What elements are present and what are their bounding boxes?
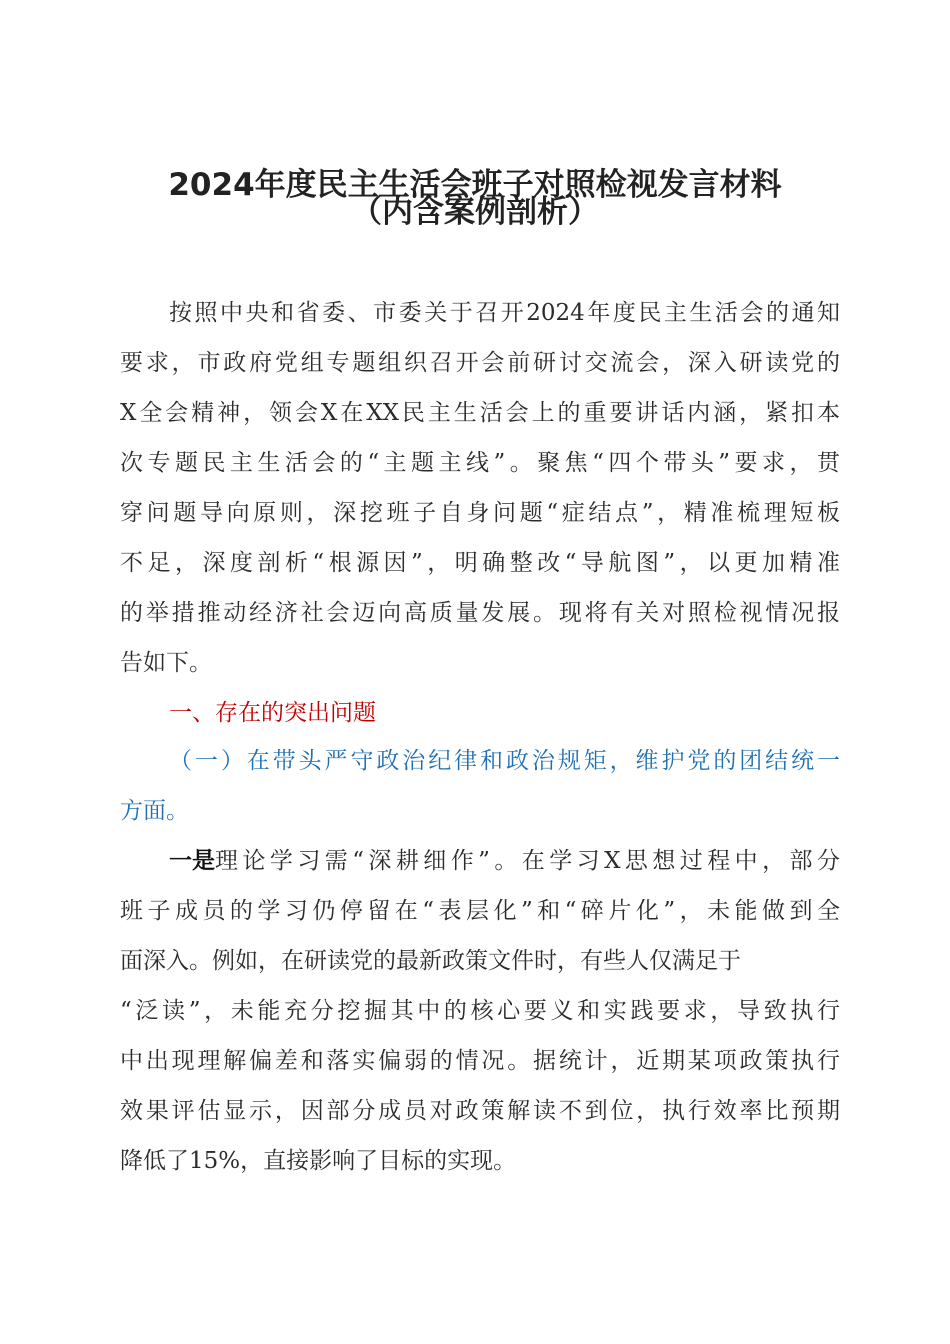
intro-line: 按照中央和省委、市委关于召开2024年度民主生活会的通知	[169, 300, 840, 326]
point-line: 降低了15%，直接影响了目标的实现。	[120, 1148, 517, 1174]
subsection-heading: 方面。	[120, 798, 189, 824]
point-line	[169, 845, 840, 877]
document-title-line2: （内含案例剖析）	[351, 194, 599, 230]
intro-line: 穿问题导向原则，深挖班子自身问题“症结点”，精准梳理短板	[120, 500, 840, 526]
point-line: 中出现理解偏差和落实偏弱的情况。据统计，近期某项政策执行	[120, 1048, 840, 1074]
intro-line: 告如下。	[120, 650, 212, 676]
intro-line: 的举措推动经济社会迈向高质量发展。现将有关对照检视情况报	[120, 600, 840, 626]
point-line: 效果评估显示，因部分成员对政策解读不到位，执行效率比预期	[120, 1098, 840, 1124]
point-lead: 一是	[169, 848, 215, 874]
document-title-line1: 2024年度民主生活会班子对照检视发言材料	[168, 167, 782, 203]
intro-line: 不足，深度剖析“根源因”，明确整改“导航图”，以更加精准	[120, 550, 840, 576]
section-heading: 一、存在的突出问题	[169, 700, 376, 726]
subsection-heading: （一）在带头严守政治纪律和政治规矩，维护党的团结统一	[169, 748, 840, 774]
intro-line: 要求，市政府党组专题组织召开会前研讨交流会，深入研读党的	[120, 350, 840, 376]
intro-line: 次专题民主生活会的“主题主线”。聚焦“四个带头”要求，贯	[120, 450, 840, 476]
point-line: 班子成员的学习仍停留在“表层化”和“碎片化”，未能做到全	[120, 898, 840, 924]
point-text: 理论学习需“深耕细作”。在学习X思想过程中，部分	[215, 848, 840, 874]
point-line: “泛读”，未能充分挖掘其中的核心要义和实践要求，导致执行	[120, 998, 840, 1024]
intro-line: X全会精神，领会X在XX民主生活会上的重要讲话内涵，紧扣本	[120, 400, 840, 426]
point-line: 面深入。例如，在研读党的最新政策文件时，有些人仅满足于	[120, 948, 741, 974]
